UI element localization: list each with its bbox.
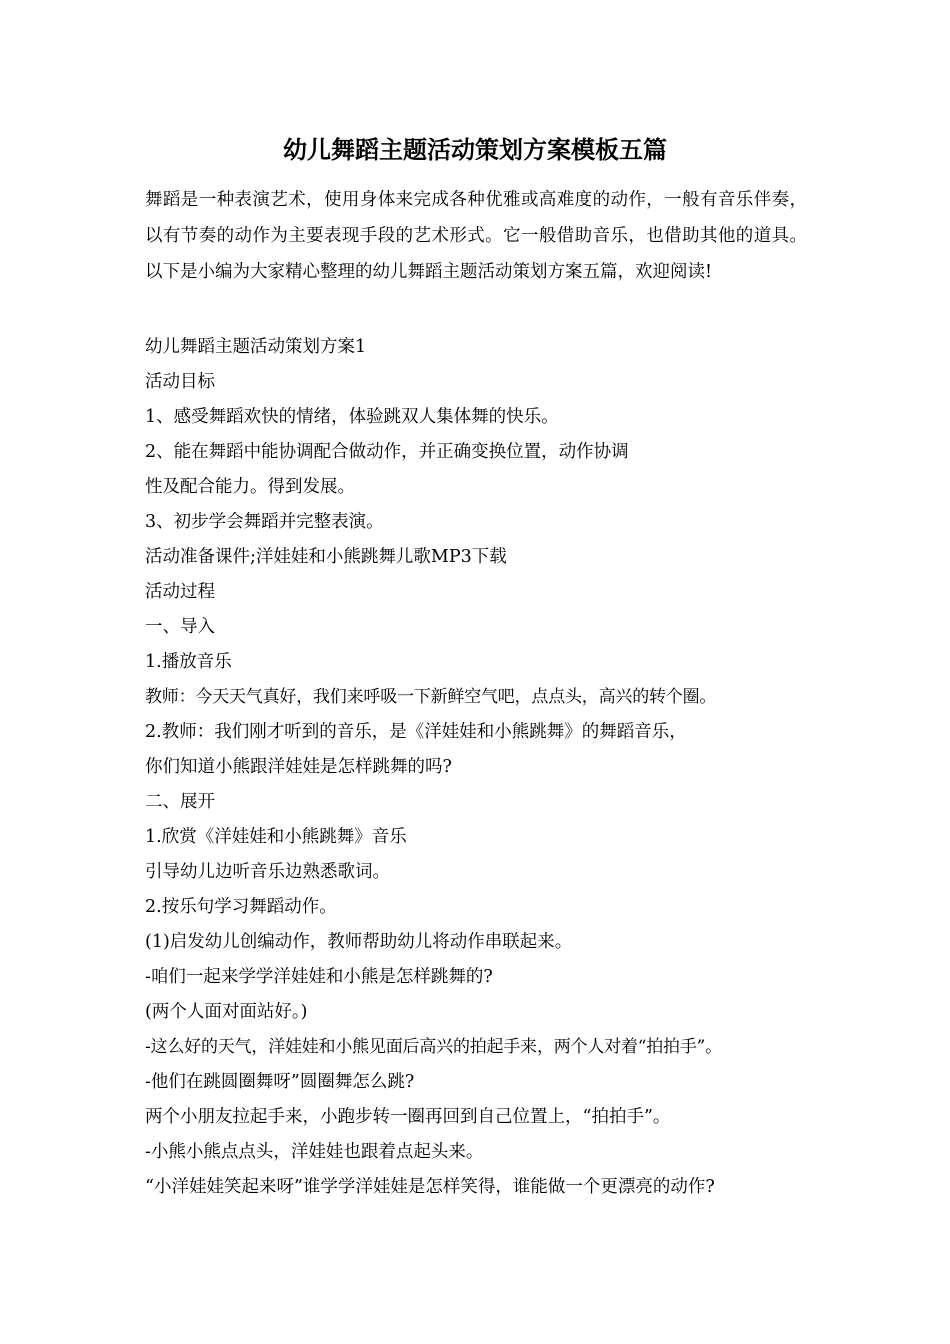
- text-line: 两个小朋友拉起手来，小跑步转一圈再回到自己位置上，“拍拍手”。: [145, 1107, 671, 1127]
- text-line: -咱们一起来学学洋娃娃和小熊是怎样跳舞的?: [145, 967, 493, 987]
- preparation-line: 活动准备课件;洋娃娃和小熊跳舞儿歌MP3下载: [145, 547, 507, 567]
- text-line: 2.教师：我们刚才听到的音乐，是《洋娃娃和小熊跳舞》的舞蹈音乐，: [145, 722, 687, 742]
- goal-item: 1、感受舞蹈欢快的情绪，体验跳双人集体舞的快乐。: [145, 407, 559, 427]
- goal-item-continued: 性及配合能力。得到发展。: [145, 477, 355, 497]
- text-line: -他们在跳圆圈舞呀”圆圈舞怎么跳?: [145, 1072, 415, 1092]
- subheading-goals: 活动目标: [145, 372, 215, 392]
- goal-item: 3、初步学会舞蹈并完整表演。: [145, 512, 384, 532]
- text-line: 引导幼儿边听音乐边熟悉歌词。: [145, 862, 390, 882]
- step-heading: 二、展开: [145, 792, 215, 812]
- section-heading: 幼儿舞蹈主题活动策划方案1: [145, 337, 367, 357]
- goal-item: 2、能在舞蹈中能协调配合做动作，并正确变换位置，动作协调: [145, 442, 629, 462]
- text-line: “小洋娃娃笑起来呀”谁学学洋娃娃是怎样笑得，谁能做一个更漂亮的动作?: [145, 1177, 715, 1197]
- subheading-process: 活动过程: [145, 582, 215, 602]
- text-line: 你们知道小熊跟洋娃娃是怎样跳舞的吗?: [145, 757, 452, 777]
- intro-paragraph: 舞蹈是一种表演艺术，使用身体来完成各种优雅或高难度的动作，一般有音乐伴奏，以有节奏的动作为主要表现手段的艺术形式。它一般借助音乐，也借助其他的道具。以下是小编为大家精心整理的幼儿舞蹈主题活动策划方案五篇，欢迎阅读!: [145, 190, 807, 282]
- text-line: -小熊小熊点点头，洋娃娃也跟着点起头来。: [145, 1142, 484, 1162]
- body-lines: [145, 330, 825, 1205]
- text-line: 2.按乐句学习舞蹈动作。: [145, 897, 337, 917]
- text-line: (两个人面对面站好。): [145, 1002, 308, 1022]
- text-line: 1.播放音乐: [145, 652, 232, 672]
- step-heading: 一、导入: [145, 617, 215, 637]
- document-title: 幼儿舞蹈主题活动策划方案模板五篇: [283, 135, 667, 164]
- text-line: (1)启发幼儿创编动作，教师帮助幼儿将动作串联起来。: [145, 932, 573, 952]
- text-line: 1.欣赏《洋娃娃和小熊跳舞》音乐: [145, 827, 407, 847]
- text-line: 教师：今天天气真好，我们来呼吸一下新鲜空气吧，点点头，高兴的转个圈。: [145, 687, 717, 707]
- text-line: -这么好的天气，洋娃娃和小熊见面后高兴的拍起手来，两个人对着“拍拍手”。: [145, 1037, 722, 1057]
